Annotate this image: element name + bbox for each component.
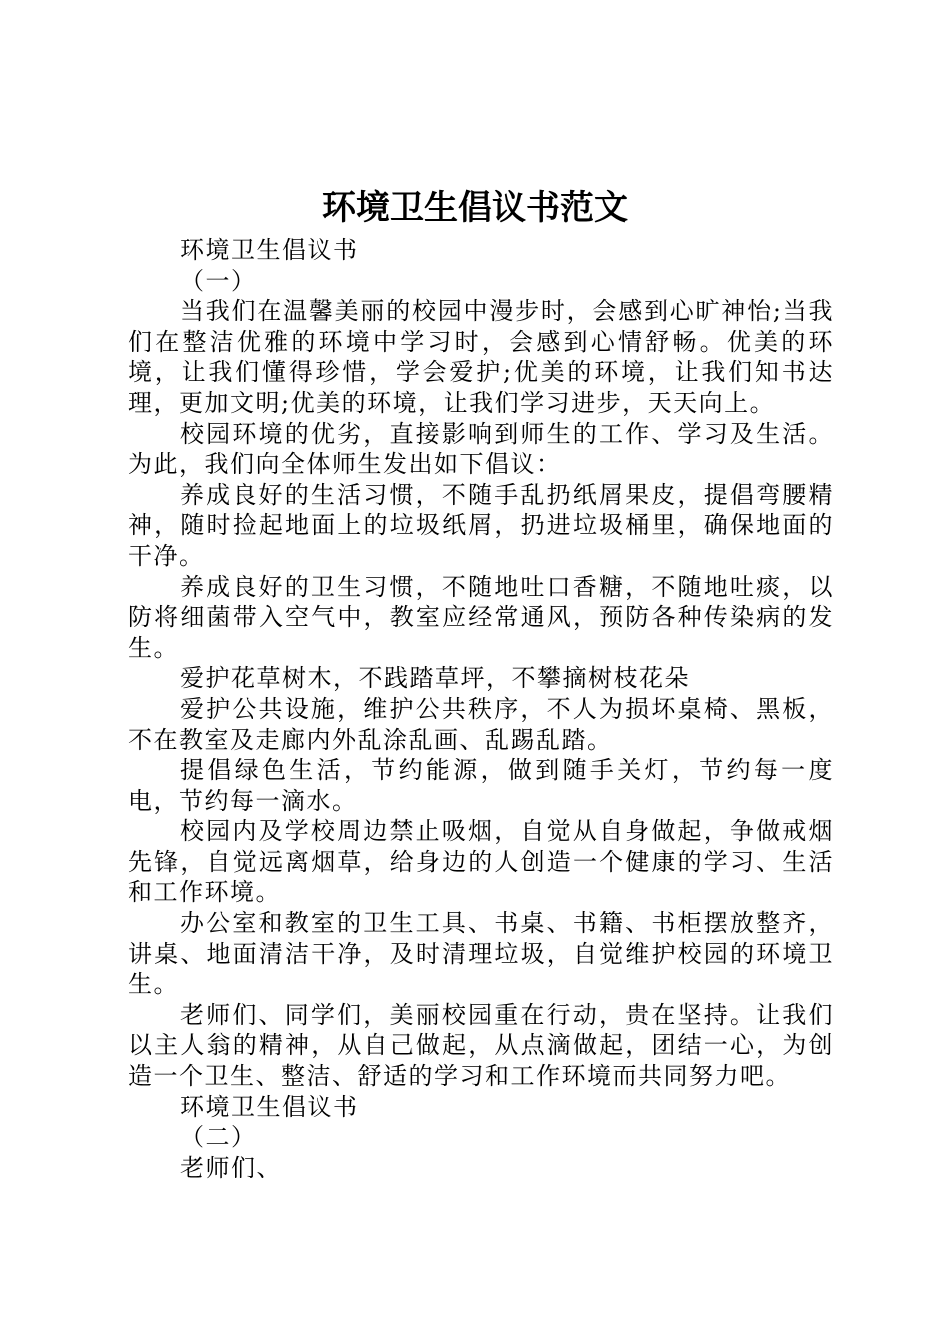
document-body (128, 235, 834, 1183)
paragraph: 老师们、 (180, 1153, 282, 1182)
paragraph: 养成良好的生活习惯，不随手乱扔纸屑果皮，提倡弯腰精神，随时捡起地面上的垃圾纸屑，扔进垃圾桶里，确保地面的干净。 (128, 480, 834, 570)
paragraph: 爱护花草树木，不践踏草坪，不攀摘树枝花朵 (180, 664, 690, 693)
paragraph: 养成良好的卫生习惯，不随地吐口香糖，不随地吐痰，以防将细菌带入空气中，教室应经常通风，预防各种传染病的发生。 (128, 572, 834, 662)
paragraph: 爱护公共设施，维护公共秩序，不人为损坏桌椅、黑板，不在教室及走廊内外乱涂乱画、乱踢乱踏。 (128, 694, 834, 754)
section-number: （一） (180, 266, 257, 295)
paragraph: 办公室和教室的卫生工具、书桌、书籍、书柜摆放整齐，讲桌、地面清洁干净，及时清理垃圾，自觉维护校园的环境卫生。 (128, 909, 834, 999)
paragraph: 老师们、同学们，美丽校园重在行动，贵在坚持。让我们以主人翁的精神，从自己做起，从点滴做起，团结一心，为创造一个卫生、整洁、舒适的学习和工作环境而共同努力吧。 (128, 1000, 834, 1091)
paragraph: 校园内及学校周边禁止吸烟，自觉从自身做起，争做戒烟先锋，自觉远离烟草，给身边的人创造一个健康的学习、生活和工作环境。 (128, 817, 834, 907)
paragraph: 提倡绿色生活，节约能源，做到随手关灯，节约每一度电，节约每一滴水。 (128, 756, 834, 815)
section-heading: 环境卫生倡议书 (180, 236, 359, 264)
section-number: （二） (180, 1123, 257, 1152)
paragraph: 校园环境的优劣，直接影响到师生的工作、学习及生活。为此，我们向全体师生发出如下倡议： (128, 419, 834, 479)
document-title: 环境卫生倡议书范文 (322, 188, 628, 228)
section-heading: 环境卫生倡议书 (180, 1092, 359, 1121)
paragraph: 当我们在温馨美丽的校园中漫步时，会感到心旷神怡;当我们在整洁优雅的环境中学习时，会感到心情舒畅。优美的环境，让我们懂得珍惜，学会爱护;优美的环境，让我们知书达理，更加文明;优美的环境，让我们学习进步，天天向上。 (128, 297, 834, 417)
